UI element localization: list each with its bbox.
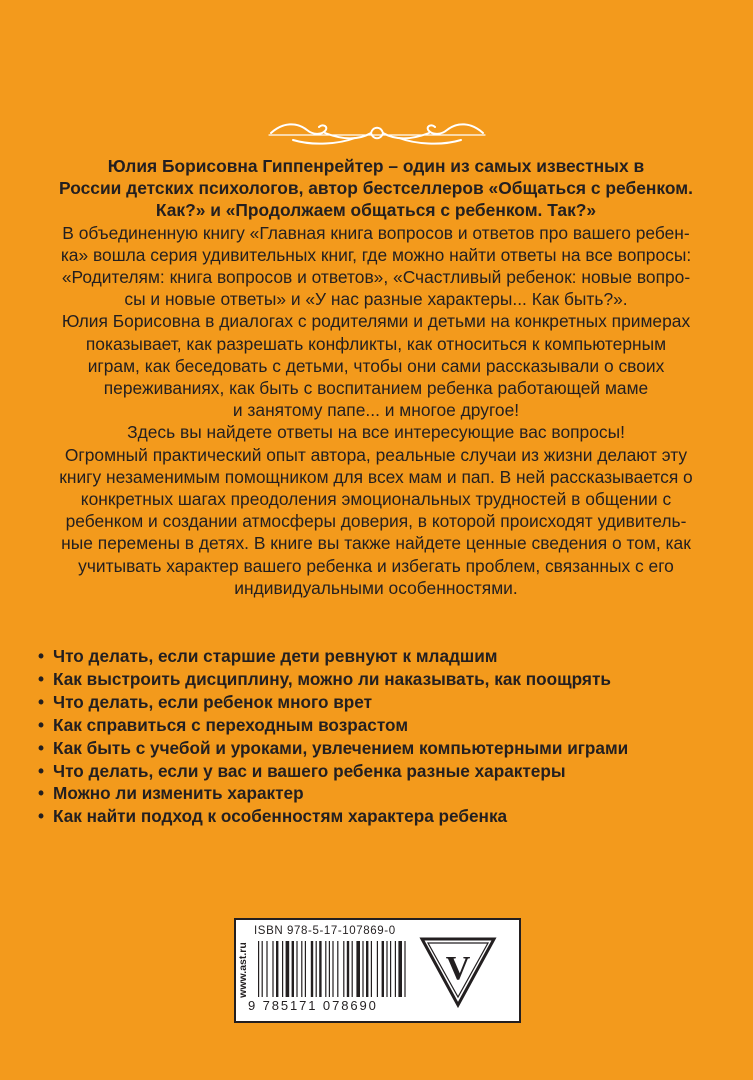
barcode-bar [325, 941, 326, 997]
author-name: Юлия Борисовна Гиппенрейтер [107, 156, 384, 176]
description-line: В объединенную книгу «Главная книга вопросов и ответов про вашего ребен- [62, 222, 690, 243]
bullet-icon: • [38, 714, 45, 735]
barcode-bar [276, 941, 278, 997]
barcode-bar [301, 941, 302, 997]
description-line: индивидуальными особенностями. [234, 577, 518, 598]
barcode-bar [352, 941, 353, 997]
description-line: учитывать характер вашего ребенка и избегать проблем, связанных с его [78, 555, 674, 576]
list-item-text: Как быть с учебой и уроками, увлечением компьютерными играми [53, 737, 629, 758]
list-item-text: Что делать, если у вас и вашего ребенка разные характеры [53, 760, 566, 781]
barcode-bar [386, 941, 387, 997]
list-item [38, 737, 718, 760]
barcode-bar [266, 941, 267, 997]
description-line: сы и новые ответы» и «У нас разные характеры... Как быть?». [124, 289, 628, 310]
description-line: Огромный практический опыт автора, реальные случаи из жизни делают эту [64, 444, 688, 465]
list-item [38, 805, 718, 828]
author-intro [38, 155, 714, 177]
description-line: книгу незаменимым помощником для всех мам и пап. В ней рассказывается о [59, 466, 693, 487]
bullet-icon: • [38, 760, 45, 781]
list-item [38, 714, 718, 737]
barcode-bar [337, 941, 338, 997]
barcode-bar [343, 941, 344, 997]
author-description-line: России детских психологов, автор бестселлеров «Общаться с ребенком. [59, 178, 693, 199]
bullet-icon: • [38, 691, 45, 712]
description-line: «Родителям: книга вопросов и ответов», «Счастливый ребенок: новые вопро- [61, 267, 691, 288]
description-line: ка» вошла серия удивительных книг, где можно найти ответы на все вопросы: [60, 244, 692, 265]
description-line: ные перемены в детях. В книге вы также найдете ценные сведения о том, как [61, 533, 691, 554]
list-item [38, 782, 718, 805]
list-item [38, 760, 718, 783]
barcode-bar [316, 941, 317, 997]
age-rating-icon [418, 935, 498, 1009]
list-item-text: Как найти подход к особенностям характера ребенка [53, 806, 508, 827]
author-description: – один из самых известных в [383, 156, 645, 176]
description-line: ребенком и создании атмосферы доверия, в которой происходят удивитель- [65, 511, 687, 532]
barcode-bar [305, 941, 306, 997]
list-item [38, 668, 718, 691]
intro-text [38, 155, 714, 599]
isbn-number: ISBN 978-5-17-107869-0 [254, 925, 396, 937]
list-item [38, 645, 718, 668]
barcode-bar [258, 941, 259, 997]
barcode-bar [292, 941, 294, 997]
barcode-bar [296, 941, 297, 997]
author-description-line: Как?» и «Продолжаем общаться с ребенком. Так?» [155, 200, 597, 221]
description-line: конкретных шагах преодоления эмоциональных трудностей в общении с [80, 489, 672, 510]
barcode-bar [332, 941, 333, 997]
bullet-icon: • [38, 783, 45, 804]
barcode-icon [258, 941, 408, 997]
list-item-text: Что делать, если старшие дети ревнуют к младшим [53, 646, 498, 666]
barcode-bar [262, 941, 263, 997]
list-item-text: Можно ли изменить характер [53, 783, 304, 804]
barcode-bar [382, 941, 384, 997]
decorative-scroll-icon [263, 118, 491, 148]
list-item-text: Как справиться с переходным возрастом [53, 714, 409, 735]
barcode-digits: 9 785171 078690 [248, 998, 378, 1013]
barcode-bar [366, 941, 368, 997]
barcode-bar [395, 941, 396, 997]
description-line: Юлия Борисовна в диалогах с родителями и детьми на конкретных примерах [61, 311, 691, 332]
barcode-bar [398, 941, 402, 997]
bullet-icon: • [38, 646, 45, 666]
barcode-bar [311, 941, 313, 997]
publisher-site-text: www.ast.ru [237, 942, 249, 998]
barcode-bar [362, 941, 363, 997]
barcode-bar [319, 941, 321, 997]
list-item-text: Что делать, если ребенок много врет [53, 691, 373, 712]
list-item [38, 691, 718, 714]
bullet-icon: • [38, 737, 45, 758]
bullet-icon: • [38, 668, 45, 689]
barcode-bar [272, 941, 273, 997]
barcode-bar [329, 941, 330, 997]
barcode-bar [286, 941, 290, 997]
barcode-bar [347, 941, 349, 997]
bullet-icon: • [38, 806, 45, 827]
barcode-bar [356, 941, 360, 997]
description-line: показывает, как разрешать конфликты, как относиться к компьютерным [85, 333, 667, 354]
description-line: и занятому папе... и многое другое! [232, 400, 520, 421]
barcode-bar [371, 941, 372, 997]
barcode-bar [404, 941, 405, 997]
description-line: играм, как беседовать с детьми, чтобы они сами рассказывали о своих [87, 355, 665, 376]
barcode-bar [390, 941, 391, 997]
barcode-bar [377, 941, 378, 997]
barcode-bar [282, 941, 283, 997]
list-item-text: Как выстроить дисциплину, можно ли наказывать, как поощрять [53, 668, 611, 689]
description-line: переживаниях, как быть с воспитанием ребенка работающей маме [103, 378, 649, 399]
age-rating-letter: V [445, 950, 471, 987]
description-line: Здесь вы найдете ответы на все интересующие вас вопросы! [127, 422, 625, 443]
topics-list [38, 645, 718, 828]
